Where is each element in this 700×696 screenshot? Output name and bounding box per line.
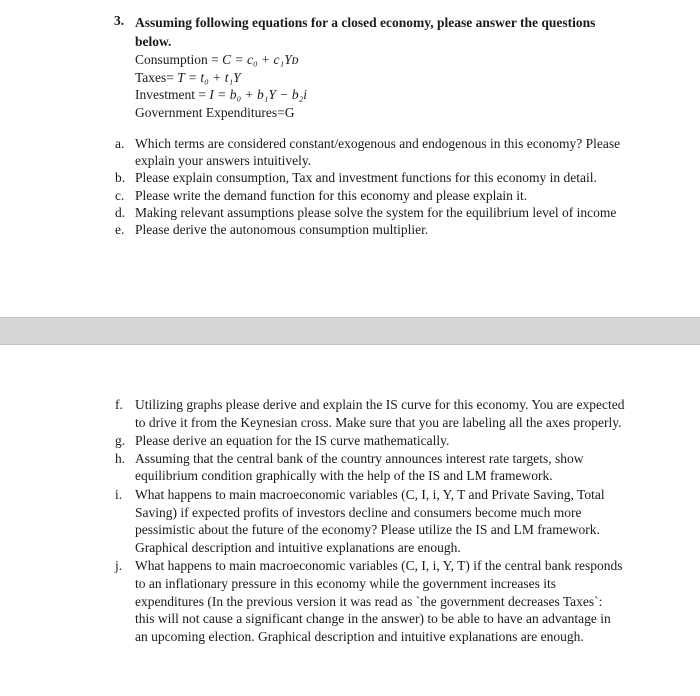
sub-question-c: c. Please write the demand function for this economy and please explain it. <box>115 187 528 203</box>
page-top <box>0 0 700 317</box>
sub-question-f: f. Utilizing graphs please derive and explain the IS curve for this economy. You are expected to drive it from the Keynesian cross. Make sure that you are labeling all the axes properly. <box>115 397 625 430</box>
sub-questions-f-j <box>115 396 625 645</box>
question-number: 3. <box>114 13 125 28</box>
sub-question-d: d. Making relevant assumptions please solve the system for the equilibrium level of income <box>115 204 617 220</box>
equation-investment: Investment = I = b₀ + b₁Y − b₂i <box>135 87 308 102</box>
equation-taxes: Taxes= T = t₀ + t₁Y <box>135 69 241 85</box>
page-bottom <box>0 345 700 696</box>
sub-question-e: e. Please derive the autonomous consumption multiplier. <box>115 222 429 238</box>
sub-question-h: h. Assuming that the central bank of the country announces interest rate targets, show equilibrium condition graphically with the help of the IS and LM framework. <box>115 450 584 484</box>
sub-question-j: j. What happens to main macroeconomic variables (C, I, i, Y, T) if the central bank responds to an inflationary pressure in this economy while the government increases its expenditures (In the previous version it was read as `the government decreases Taxes`: this will not cause a significant change in the answer) to be able to have an advantage in an upcoming election. Graphical description and intuitive explanations are enough. <box>115 558 623 644</box>
sub-question-a: a. Which terms are considered constant/exogenous and endogenous in this economy? Please explain your answers intuitively. <box>115 136 621 169</box>
sub-questions-a-e <box>115 135 625 238</box>
equation-consumption: Consumption = C = c₀ + c₁Yᴅ <box>135 52 299 67</box>
equations-block <box>135 51 307 121</box>
sub-question-g: g. Please derive an equation for the IS curve mathematically. <box>115 433 450 449</box>
sub-question-b: b. Please explain consumption, Tax and investment functions for this economy in detail. <box>115 170 597 186</box>
page-separator <box>0 317 700 345</box>
equation-government: Government Expenditures=G <box>135 104 295 120</box>
sub-question-i: i. What happens to main macroeconomic variables (C, I, i, Y, T and Private Saving, Total Saving) if expected profits of investors decline and consumers become much more pessimistic about the future of the economy? Please utilize the IS and LM framework. Graphical description and intuitive explanations are enough. <box>115 486 605 555</box>
question-prompt: Assuming following equations for a closed economy, please answer the questions below. <box>135 15 596 49</box>
